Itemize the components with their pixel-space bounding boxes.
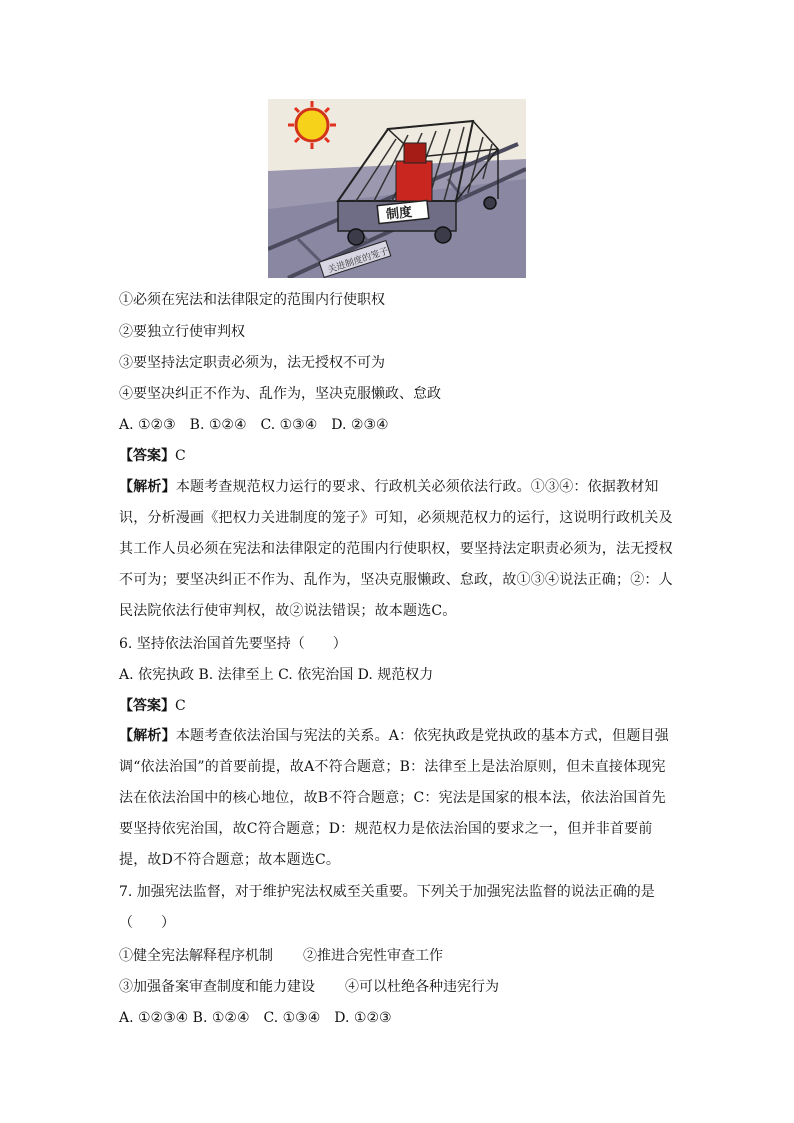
q7-items-row-2: [119, 977, 679, 997]
answer-value: C: [175, 448, 186, 464]
q5-item-4: ④要坚决纠正不作为、乱作为，坚决克服懒政、怠政: [119, 386, 441, 402]
q6-analysis: [119, 721, 679, 876]
q7-items-row-1: [119, 946, 679, 966]
q5-analysis: [119, 472, 679, 627]
answer-tag: 【答案】: [119, 448, 175, 464]
q5-options: A. ①②③ B. ①②④ C. ①③④ D. ②③④: [119, 417, 389, 433]
q7-options: A. ①②③④ B. ①②④ C. ①③④ D. ①②③: [119, 1010, 392, 1026]
q6-answer: [119, 696, 679, 716]
q6-stem: 6. 坚持依法治国首先要坚持（ ）: [119, 636, 347, 652]
cartoon-figure: [268, 99, 526, 278]
answer-tag: 【答案】: [119, 698, 175, 714]
q5-item-2: ②要独立行使审判权: [119, 324, 245, 340]
q6-options: A. 依宪执政 B. 法律至上 C. 依宪治国 D. 规范权力: [119, 667, 434, 683]
q7-item-4: ④可以杜绝各种违宪行为: [345, 979, 499, 995]
q5-item-1: ①必须在宪法和法律限定的范围内行使职权: [119, 292, 385, 308]
q7-item-2: ②推进合宪性审查工作: [303, 948, 443, 964]
sun-icon: [288, 101, 336, 149]
track-sign-label: 关进制度的笼子: [326, 246, 390, 276]
analysis-text: 本题考查依法治国与宪法的关系。A：依宪执政是党执政的基本方式，但题目强调“依法治国”的首要前提，故A不符合题意；B：法律至上是法治原则，但未直接体现宪法在依法治国中的核心地位，故B不符合题意；C：宪法是国家的根本法，依法治国首先要坚持依宪治国，故C符合题意；D：规范权力是依法治国的要求之一，但并非首要前提，故D不符合题意；故本题选C。: [119, 728, 669, 868]
q5-answer: [119, 446, 679, 466]
cage-label: 制度: [385, 205, 413, 223]
q7-item-1: ①健全宪法解释程序机制: [119, 948, 273, 964]
q5-item-3: ③要坚持法定职责必须为，法无授权不可为: [119, 355, 385, 371]
answer-value: C: [175, 698, 186, 714]
analysis-tag: 【解析】: [119, 728, 176, 744]
q7-item-3: ③加强备案审查制度和能力建设: [119, 979, 315, 995]
q7-stem: 7. 加强宪法监督，对于维护宪法权威至关重要。下列关于加强宪法监督的说法正确的是（ ）: [119, 884, 655, 931]
cartoon-illustration: [268, 99, 526, 278]
analysis-text: 本题考查规范权力运行的要求、行政机关必须依法行政。①③④：依据教材知识，分析漫画《把权力关进制度的笼子》可知，必须规范权力的运行，这说明行政机关及其工作人员必须在宪法和法律限定的范围内行使职权，要坚持法定职责必须为，法无授权不可为；要坚决纠正不作为、乱作为，坚决克服懒政、怠政，故①③④说法正确；②：人民法院依法行使审判权，故②说法错误；故本题选C。: [119, 479, 673, 619]
analysis-tag: 【解析】: [119, 479, 176, 495]
